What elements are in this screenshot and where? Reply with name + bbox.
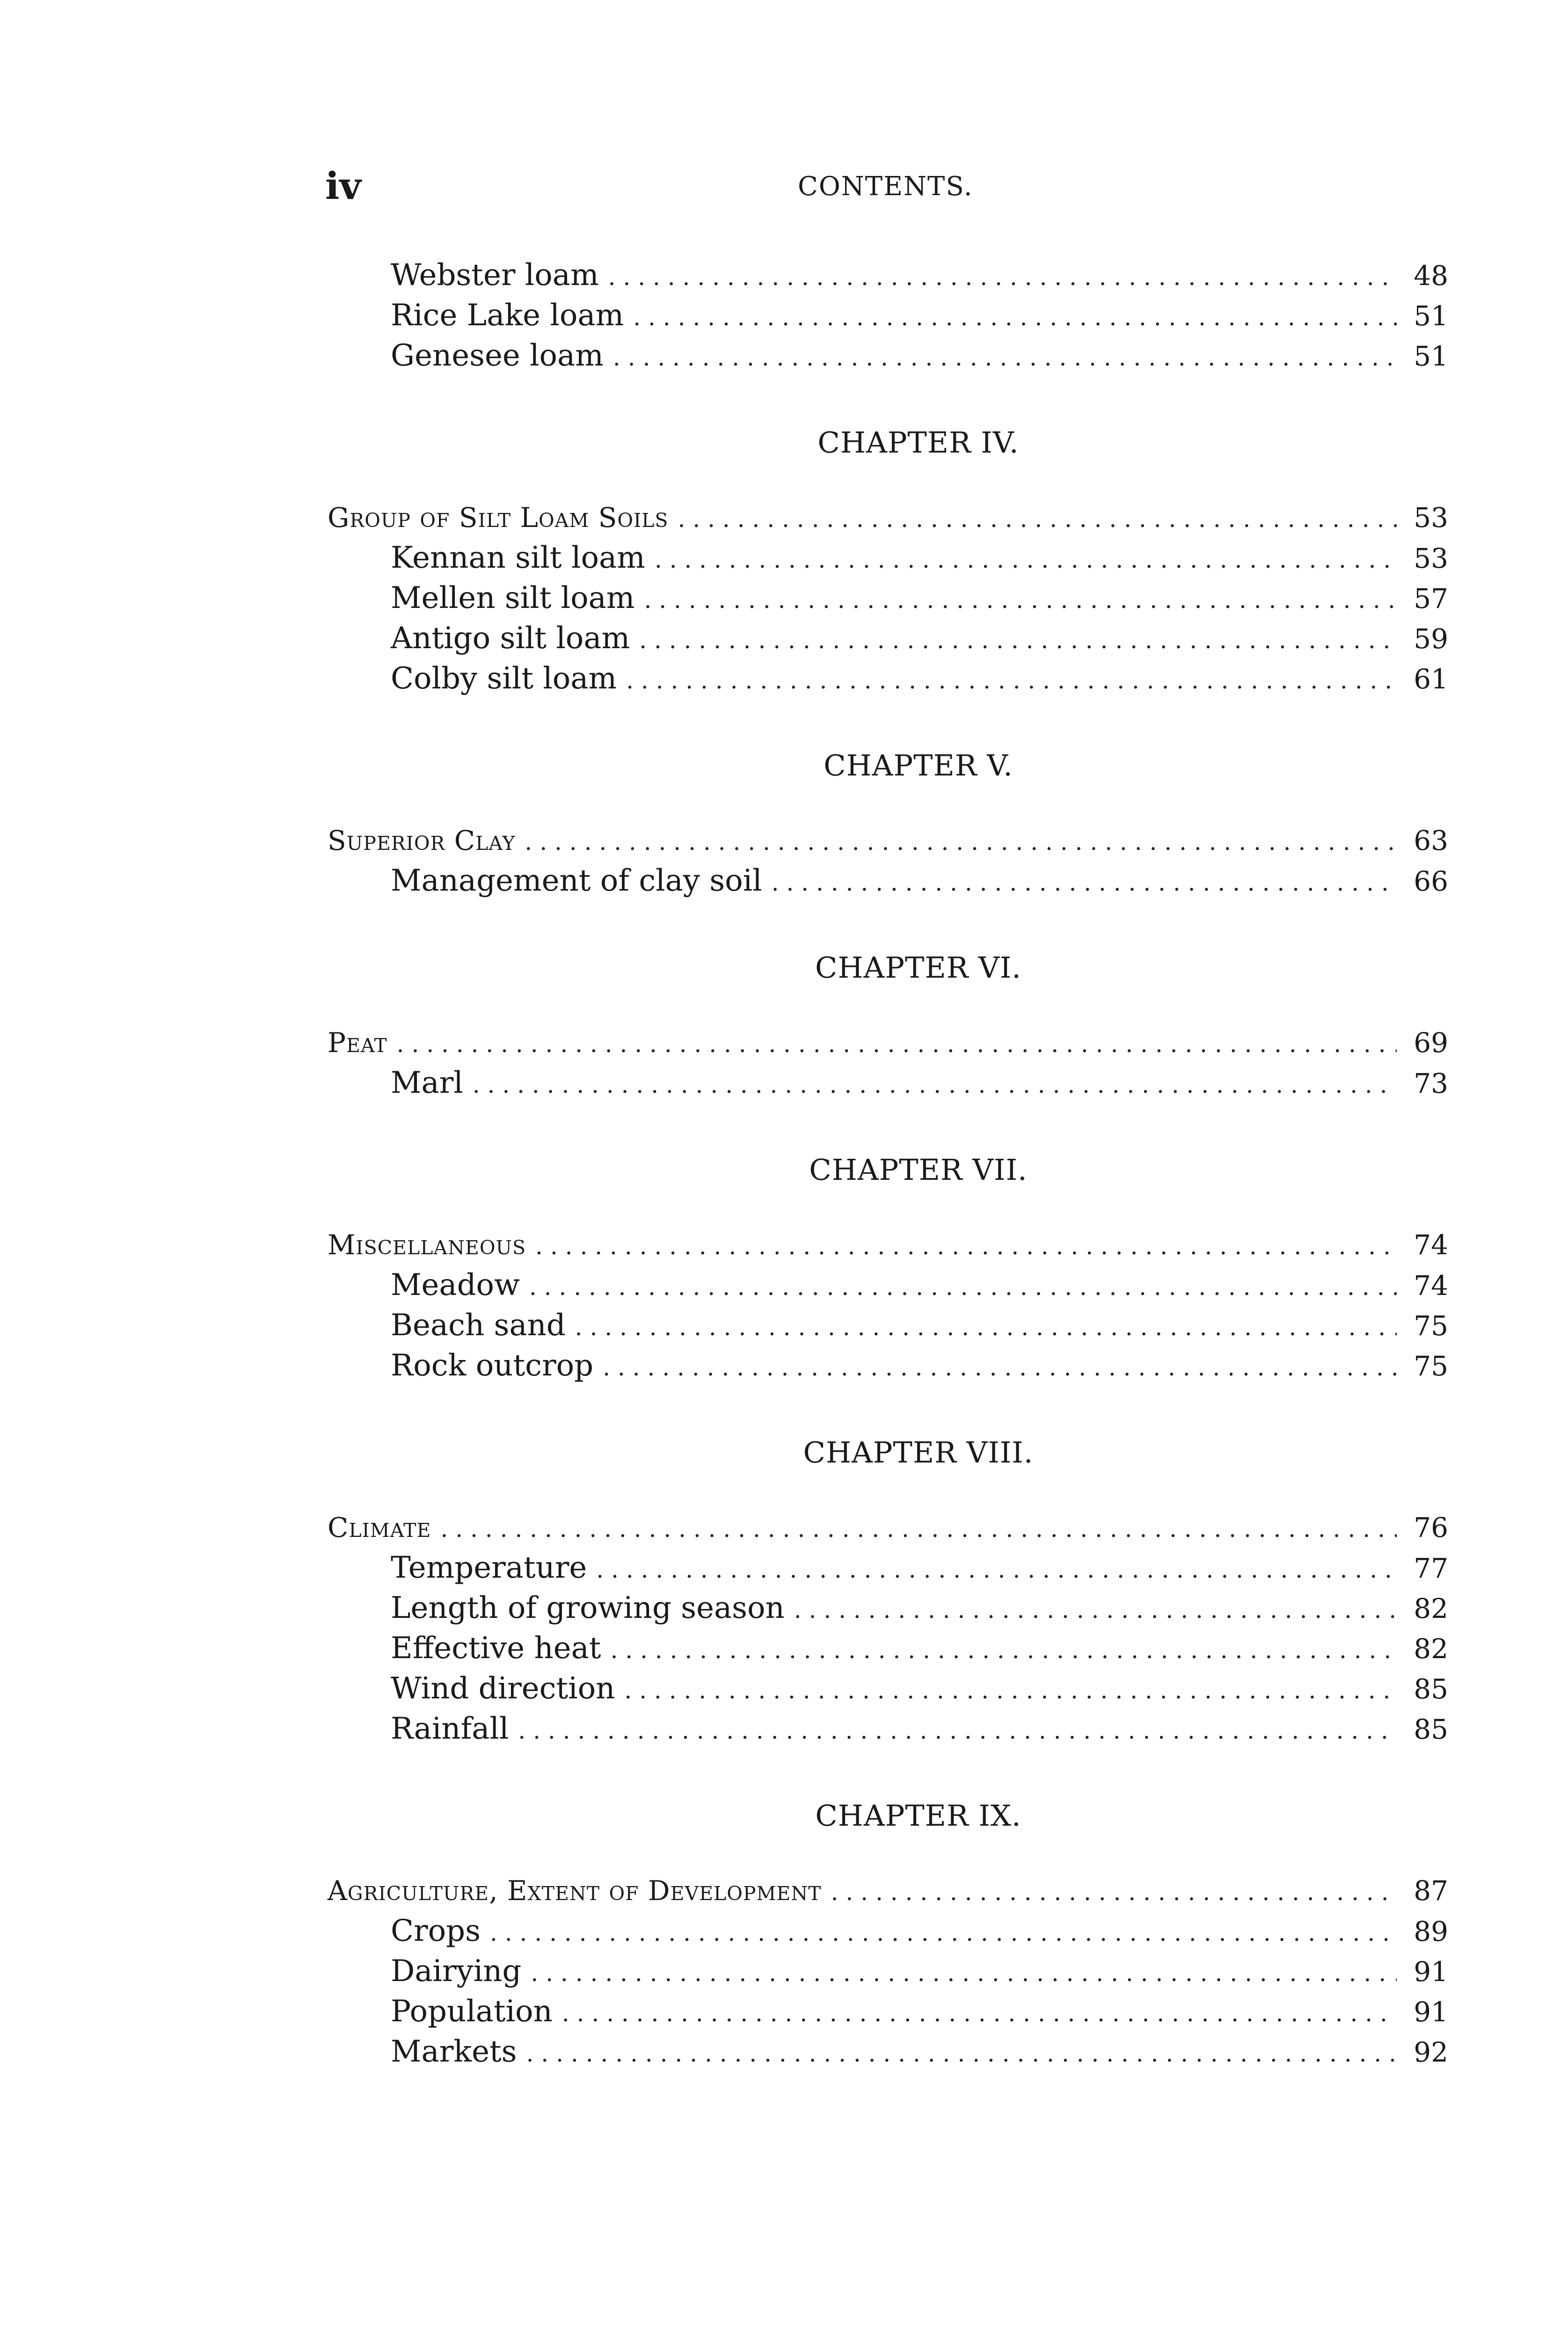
toc-entry-page: 75 <box>1414 1310 1448 1342</box>
toc-section-page: 74 <box>1414 1229 1448 1261</box>
toc-entry <box>328 538 1448 578</box>
toc-entry-page: 85 <box>1414 1673 1448 1705</box>
dot-leader <box>639 620 1397 660</box>
toc-entry <box>328 1951 1448 1991</box>
toc-entry-label: Dairying <box>391 1954 522 1989</box>
toc-section-label: Superior Clay <box>328 825 516 856</box>
toc-section-page: 87 <box>1414 1875 1448 1907</box>
dot-leader <box>518 1711 1397 1751</box>
toc-entry-label: Rock outcrop <box>391 1348 594 1383</box>
toc-entry-label: Management of clay soil <box>391 863 762 898</box>
toc-entry-label: Crops <box>391 1914 481 1948</box>
toc-section <box>328 497 1448 538</box>
toc-entry-label: Population <box>391 1994 553 2029</box>
toc-entry-page: 61 <box>1414 663 1448 695</box>
dot-leader <box>526 2033 1397 2074</box>
toc-entry-page: 89 <box>1414 1916 1448 1947</box>
toc-section <box>328 820 1448 861</box>
toc-entry-label: Effective heat <box>391 1631 601 1666</box>
dot-leader <box>772 863 1397 903</box>
toc-section-page: 76 <box>1414 1512 1448 1543</box>
toc-entry-page: 82 <box>1414 1633 1448 1665</box>
toc-entry-label: Meadow <box>391 1268 520 1302</box>
dot-leader <box>678 499 1397 539</box>
toc-entry <box>328 2032 1448 2072</box>
toc-entry <box>328 1668 1448 1709</box>
toc-entry <box>328 1265 1448 1305</box>
chapter-heading: CHAPTER V. <box>824 748 1013 782</box>
toc-entry-label: Genesee loam <box>391 338 604 373</box>
toc-entry <box>328 1305 1448 1346</box>
toc-entry-label: Mellen silt loam <box>391 581 635 615</box>
toc-entry-page: 59 <box>1414 623 1448 655</box>
toc-entry-label: Markets <box>391 2034 517 2069</box>
dot-leader <box>397 1024 1397 1064</box>
toc-entry-label: Rice Lake loam <box>391 298 624 333</box>
dot-leader <box>490 1913 1397 1953</box>
dot-leader <box>529 1267 1397 1307</box>
dot-leader <box>531 1953 1397 1993</box>
toc-entry <box>328 1628 1448 1668</box>
toc-entry <box>328 658 1448 699</box>
toc-entry-page: 75 <box>1414 1350 1448 1382</box>
toc-entry-page: 92 <box>1414 2036 1448 2068</box>
toc-section-page: 53 <box>1414 502 1448 534</box>
table-of-contents <box>328 255 1448 2072</box>
dot-leader <box>831 1872 1397 1912</box>
dot-leader <box>655 540 1397 580</box>
dot-leader <box>626 660 1397 701</box>
toc-entry-page: 91 <box>1414 1996 1448 2028</box>
toc-section-label: Agriculture, Extent of Development <box>328 1875 822 1907</box>
toc-entry-label: Webster loam <box>391 258 599 292</box>
page-folio: iv <box>325 164 361 208</box>
toc-entry <box>328 336 1448 376</box>
toc-entry-page: 85 <box>1414 1713 1448 1745</box>
dot-leader <box>610 1630 1397 1670</box>
toc-entry <box>328 1991 1448 2032</box>
toc-entry-label: Marl <box>391 1066 463 1100</box>
toc-entry <box>328 295 1448 336</box>
chapter-heading: CHAPTER IX. <box>815 1799 1021 1833</box>
toc-entry <box>328 255 1448 295</box>
toc-section-label: Miscellaneous <box>328 1229 526 1261</box>
toc-section <box>328 1225 1448 1265</box>
dot-leader <box>608 257 1397 297</box>
dot-leader <box>644 580 1397 620</box>
toc-entry-page: 77 <box>1414 1552 1448 1584</box>
dot-leader <box>603 1347 1397 1388</box>
toc-entry-page: 73 <box>1414 1068 1448 1099</box>
toc-section-label: Peat <box>328 1027 387 1059</box>
dot-leader <box>596 1550 1397 1590</box>
dot-leader <box>440 1509 1397 1549</box>
toc-section <box>328 1507 1448 1548</box>
chapter-heading: CHAPTER VIII. <box>803 1435 1034 1470</box>
toc-entry-page: 57 <box>1414 583 1448 614</box>
toc-entry <box>328 1063 1448 1103</box>
toc-entry-label: Beach sand <box>391 1308 566 1343</box>
dot-leader <box>613 337 1397 378</box>
dot-leader <box>473 1065 1397 1105</box>
toc-entry <box>328 1346 1448 1386</box>
chapter-heading: CHAPTER VI. <box>815 951 1021 985</box>
toc-entry-label: Colby silt loam <box>391 661 617 696</box>
dot-leader <box>575 1307 1397 1347</box>
toc-entry-page: 53 <box>1414 542 1448 574</box>
toc-entry <box>328 618 1448 658</box>
toc-entry-page: 51 <box>1414 300 1448 332</box>
toc-entry-page: 82 <box>1414 1593 1448 1624</box>
toc-entry-label: Length of growing season <box>391 1591 785 1625</box>
page-title: CONTENTS. <box>798 171 973 202</box>
dot-leader <box>535 1226 1397 1266</box>
toc-entry-label: Wind direction <box>391 1671 615 1706</box>
toc-section-label: Group of Silt Loam Soils <box>328 502 669 534</box>
toc-section-page: 69 <box>1414 1027 1448 1059</box>
toc-entry-label: Rainfall <box>391 1711 509 1746</box>
toc-entry-label: Kennan silt loam <box>391 541 645 575</box>
toc-section <box>328 1871 1448 1911</box>
dot-leader <box>633 297 1397 337</box>
toc-entry <box>328 1709 1448 1749</box>
toc-entry-page: 91 <box>1414 1956 1448 1988</box>
toc-entry-page: 48 <box>1414 260 1448 292</box>
dot-leader <box>624 1670 1397 1711</box>
toc-entry-label: Antigo silt loam <box>391 621 630 656</box>
toc-section-page: 63 <box>1414 825 1448 856</box>
toc-entry-label: Temperature <box>391 1550 587 1585</box>
toc-entry <box>328 1588 1448 1628</box>
dot-leader <box>794 1590 1397 1630</box>
toc-entry <box>328 1548 1448 1588</box>
toc-entry <box>328 861 1448 901</box>
chapter-heading: CHAPTER VII. <box>809 1153 1028 1187</box>
toc-entry-page: 74 <box>1414 1270 1448 1302</box>
toc-entry <box>328 1911 1448 1951</box>
toc-entry-page: 66 <box>1414 865 1448 897</box>
running-head <box>325 164 1448 211</box>
dot-leader <box>525 822 1397 862</box>
toc-entry <box>328 578 1448 618</box>
toc-section-label: Climate <box>328 1512 431 1543</box>
chapter-heading: CHAPTER IV. <box>817 425 1019 460</box>
toc-entry-page: 51 <box>1414 340 1448 372</box>
toc-section <box>328 1023 1448 1063</box>
dot-leader <box>562 1993 1397 2033</box>
